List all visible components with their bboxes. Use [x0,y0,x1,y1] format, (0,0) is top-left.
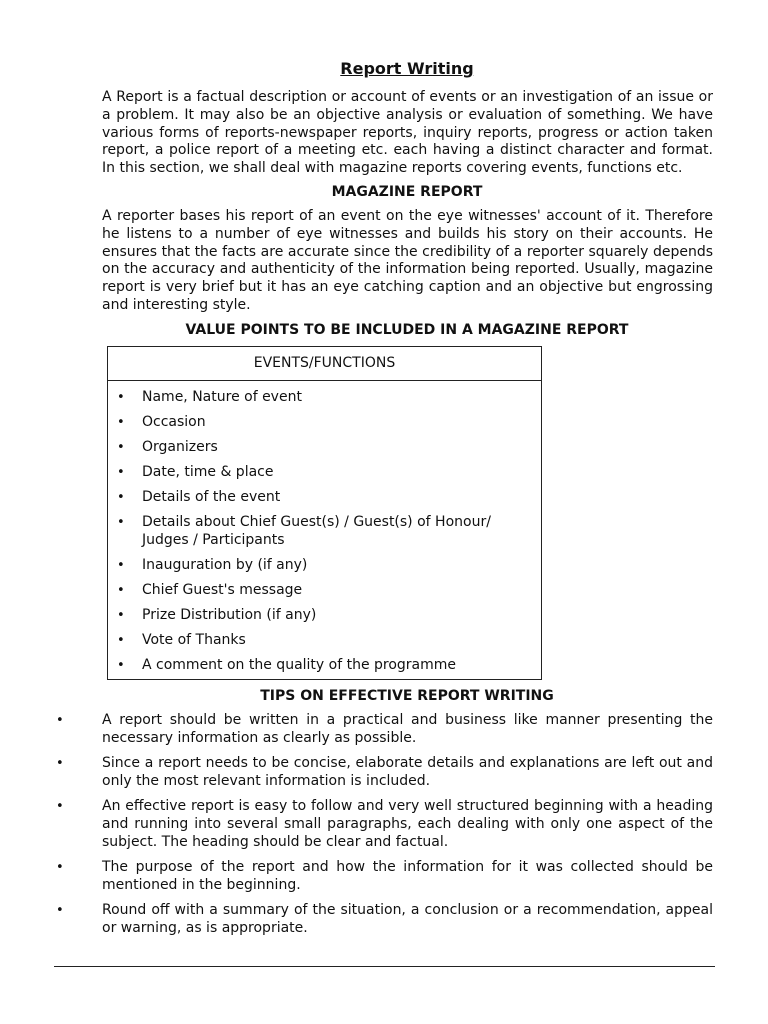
value-point-item-text: Organizers [142,438,218,455]
bullet-icon: • [56,755,64,771]
value-point-item-text: Details of the event [142,488,281,505]
intro-paragraph: A Report is a factual description or account of events or an investigation of an issue or a problem. It may also be an objective analysis or evaluation of something. We have various forms of reports-newspaper reports, inquiry reports, progress or action taken report, a police report of a meeting etc. each having a distinct character and format. In this section, we shall deal with magazine reports covering events, functions etc. [102,89,713,177]
value-point-item [108,657,541,675]
bullet-icon: • [117,414,125,430]
magazine-report-paragraph: A reporter bases his report of an event on the eye witnesses' account of it. Therefore he listens to a number of eye witnesses and builds his story on their accounts. He ensures that the facts are accurate since the credibility of a reporter squarely depends on the accuracy and authenticity of the information being reported. Usually, magazine report is very brief but it has an eye catching caption and an objective but engrossing and interesting style. [102,208,713,313]
value-point-item [108,489,541,507]
events-functions-table [107,346,542,680]
value-points-heading: VALUE POINTS TO BE INCLUDED IN A MAGAZINE REPORT [185,322,629,338]
tip-item [0,902,713,938]
tips-heading: TIPS ON EFFECTIVE REPORT WRITING [260,688,554,704]
bullet-icon: • [117,607,125,623]
bullet-icon: • [56,798,64,814]
value-point-item [108,632,541,650]
tip-item-text: A report should be written in a practical and business like manner presenting the necessary information as clearly as possible. [102,712,713,746]
value-point-item-text: Name, Nature of event [142,389,302,405]
bullet-icon: • [117,390,125,405]
bullet-icon: • [117,464,125,480]
bullet-icon: • [117,657,125,673]
value-point-item [108,414,541,432]
value-point-item-text: A comment on the quality of the programme [142,656,457,673]
bullet-icon: • [56,859,64,875]
bullet-icon: • [56,713,64,728]
tip-item-text: The purpose of the report and how the information for it was collected should be mentioned in the beginning. [102,858,713,893]
bullet-icon: • [117,489,125,505]
tip-item [0,859,713,895]
value-point-item-text: Chief Guest's message [142,581,303,598]
bullet-icon: • [117,582,125,598]
tip-item-text: An effective report is easy to follow and very well structured beginning with a heading and running into several small paragraphs, each dealing with only one aspect of the subject. The heading should be clear and factual. [102,797,713,850]
magazine-report-heading: MAGAZINE REPORT [331,184,483,200]
tip-item [0,755,713,791]
value-point-item [108,607,541,625]
value-point-item-text: Details about Chief Guest(s) / Guest(s) of Honour/ Judges / Participants [142,513,491,548]
value-point-item-text: Vote of Thanks [142,631,246,648]
value-point-item-text: Prize Distribution (if any) [142,606,317,623]
tip-item [0,798,713,851]
value-point-item [108,464,541,482]
tip-item-text: Since a report needs to be concise, elaborate details and explanations are left out and only the most relevant information is included. [102,754,713,789]
value-point-item [108,582,541,600]
bullet-icon: • [117,632,125,648]
value-point-item [108,439,541,457]
value-point-item [108,389,541,407]
value-point-item [108,514,541,550]
events-functions-header: EVENTS/FUNCTIONS [108,347,541,381]
value-point-item-text: Date, time & place [142,463,274,480]
value-point-item [108,557,541,575]
page-title: Report Writing [340,59,474,78]
value-points-list [108,381,541,674]
value-point-item-text: Occasion [142,413,206,430]
bullet-icon: • [56,902,64,918]
bullet-icon: • [117,439,125,455]
tip-item [0,712,713,748]
bullet-icon: • [117,514,125,530]
footer-divider [54,966,715,967]
tips-list [0,712,768,945]
tip-item-text: Round off with a summary of the situation, a conclusion or a recommendation, appeal or warning, as is appropriate. [102,901,713,936]
value-point-item-text: Inauguration by (if any) [142,556,308,573]
bullet-icon: • [117,557,125,573]
